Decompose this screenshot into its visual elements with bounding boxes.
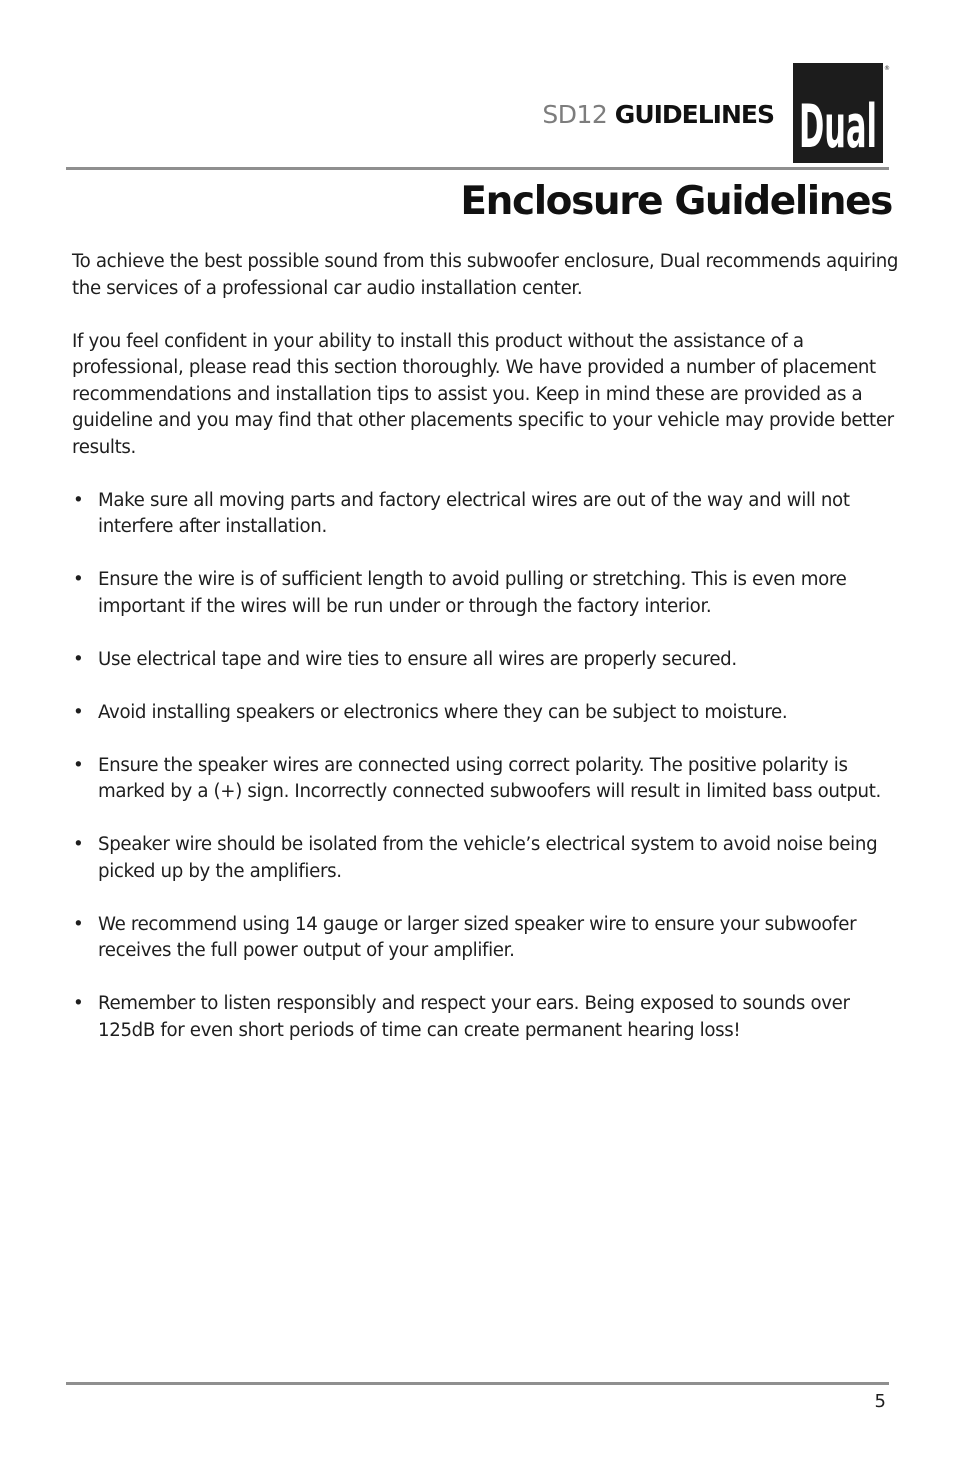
bullet-icon: • — [73, 834, 84, 855]
list-item-text: Avoid installing speakers or electronics where they can be subject to moisture. — [98, 701, 788, 723]
bullet-icon: • — [73, 489, 84, 511]
logo-wordmark: Dual — [799, 92, 877, 162]
bullet-icon: • — [73, 993, 84, 1014]
intro-paragraph: To achieve the best possible sound from this subwoofer enclosure, Dual recommends aquiring the services of a professional car audio installation center. — [72, 251, 899, 299]
bullet-icon: • — [73, 701, 84, 723]
list-item — [72, 832, 902, 885]
registered-mark: ® — [884, 65, 890, 72]
intro-paragraph: If you feel confident in your ability to install this product without the assistance of a professional, please read this section thoroughly. We have provided a number of placement recommendations and installation tips to assist you. Keep in mind these are provided as a guideline and you may find that other placements specific to your vehicle may provide better results. — [72, 330, 894, 458]
list-item-text: We recommend using 14 gauge or larger sized speaker wire to ensure your subwoofer receives the full power output of your amplifier. — [98, 913, 857, 961]
dual-logo — [793, 63, 889, 163]
list-item — [72, 700, 902, 727]
model-name: SD12 — [542, 100, 608, 129]
list-item-text: Ensure the speaker wires are connected using correct polarity. The positive polarity is marked by a (+) sign. Incorrectly connected subwoofers will result in limited bass output. — [98, 754, 881, 802]
page-title: Enclosure Guidelines — [460, 179, 892, 224]
list-item — [72, 647, 902, 674]
page-number: 5 — [874, 1391, 886, 1412]
list-item — [72, 753, 902, 806]
list-item — [72, 567, 902, 620]
list-item-text: Make sure all moving parts and factory electrical wires are out of the way and will not interfere after installation. — [98, 489, 850, 537]
bullet-icon: • — [73, 569, 84, 590]
section-name: GUIDELINES — [614, 100, 774, 129]
list-item — [72, 488, 902, 541]
list-item-text: Speaker wire should be isolated from the vehicle’s electrical system to avoid noise being picked up by the amplifiers. — [98, 834, 878, 882]
guideline-list — [72, 488, 902, 1045]
list-item-text: Use electrical tape and wire ties to ensure all wires are properly secured. — [98, 648, 737, 670]
header-label — [542, 99, 774, 131]
bullet-icon: • — [73, 754, 84, 776]
list-item-text: Remember to listen responsibly and respect your ears. Being exposed to sounds over 125dB for even short periods of time can create permanent hearing loss! — [98, 993, 850, 1041]
page-body — [72, 249, 902, 1071]
list-item — [72, 912, 902, 965]
list-item — [72, 991, 902, 1044]
bullet-icon: • — [73, 913, 84, 935]
footer-divider — [66, 1382, 889, 1385]
header-divider — [66, 167, 889, 170]
bullet-icon: • — [73, 648, 84, 670]
list-item-text: Ensure the wire is of sufficient length to avoid pulling or stretching. This is even more important if the wires will be run under or through the factory interior. — [98, 569, 847, 617]
